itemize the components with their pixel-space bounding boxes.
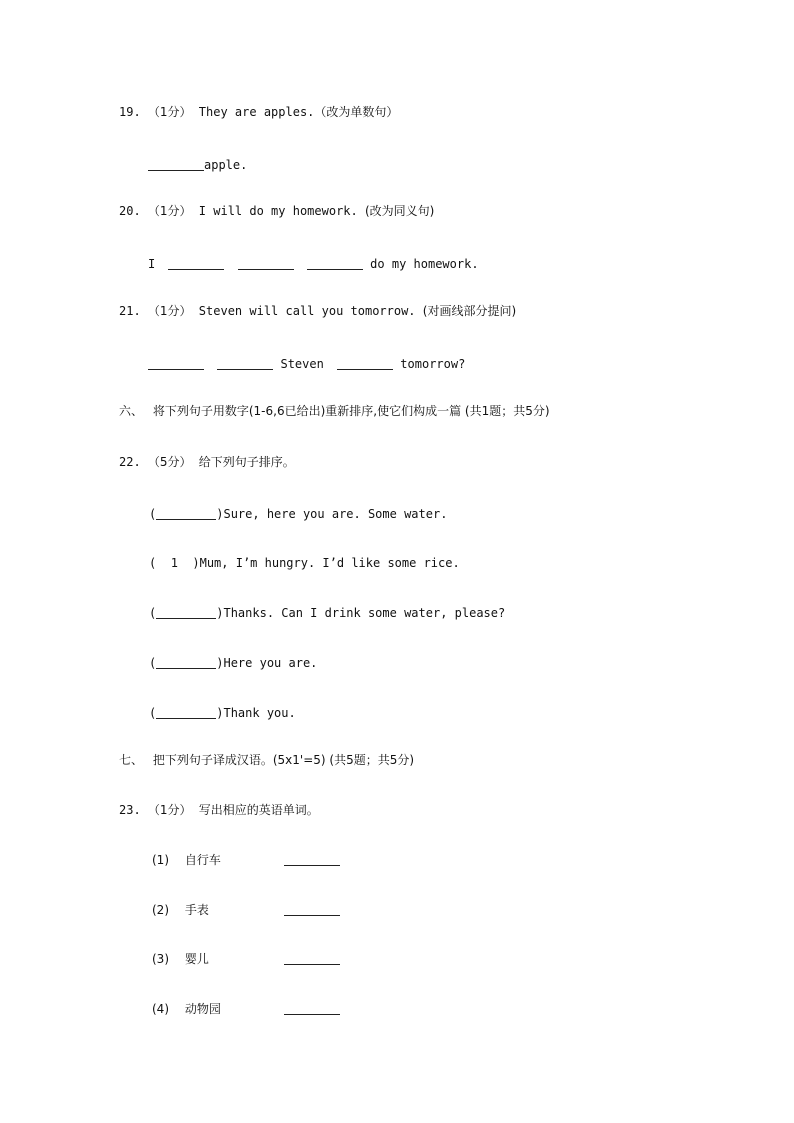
sentence-text: Mum, I’m hungry. I’d like some rice. — [199, 556, 460, 570]
paren-open: ( — [149, 656, 157, 670]
question-number: 19. — [119, 105, 141, 119]
answer-text: do my homework. — [370, 257, 479, 271]
answer-blank[interactable] — [148, 357, 204, 370]
question-number: 21. — [119, 304, 141, 318]
sentence-text: Thank you. — [223, 706, 296, 720]
question-number: 20. — [119, 204, 141, 218]
vocab-word: 自行车 — [184, 853, 221, 867]
answer-blank[interactable] — [307, 257, 363, 270]
sentence-text: Here you are. — [223, 656, 318, 670]
section-info: (共1题；共5分) — [464, 404, 550, 418]
vocab-answer-blank[interactable] — [284, 853, 340, 866]
sentence-text: Sure, here you are. Some water. — [223, 507, 448, 521]
question-23 — [119, 802, 319, 818]
ordering-item — [149, 506, 447, 522]
section-number: 六、 — [119, 404, 144, 418]
question-21 — [119, 303, 516, 319]
order-blank[interactable] — [156, 706, 216, 719]
answer-text: tomorrow? — [400, 357, 466, 371]
vocab-item — [152, 1001, 340, 1017]
vocab-word: 动物园 — [184, 1002, 221, 1016]
section-heading-6 — [119, 403, 550, 419]
question-score: （5分） — [147, 455, 192, 469]
question-22 — [119, 454, 295, 470]
vocab-number: (4) — [152, 1002, 169, 1016]
vocab-answer-blank[interactable] — [284, 952, 340, 965]
paren-open: ( — [149, 606, 157, 620]
ordering-item — [149, 655, 317, 671]
paren-open: ( — [149, 706, 157, 720]
answer-blank[interactable] — [148, 158, 204, 171]
answer-line-20 — [148, 256, 479, 272]
question-score: （1分） — [147, 803, 192, 817]
vocab-answer-blank[interactable] — [284, 1002, 340, 1015]
ordering-item — [149, 605, 505, 621]
sentence-text: Thanks. Can I drink some water, please? — [223, 606, 506, 620]
answer-text: I — [148, 257, 156, 271]
question-text: 给下列句子排序。 — [198, 455, 295, 469]
question-text: Steven will call you tomorrow. — [198, 304, 416, 318]
question-instruction: (改为同义句) — [364, 204, 435, 218]
question-text: They are apples. — [198, 105, 315, 119]
question-score: （1分） — [147, 304, 192, 318]
answer-blank[interactable] — [217, 357, 273, 370]
question-19 — [119, 104, 398, 120]
section-heading-7 — [119, 752, 414, 768]
answer-line-19 — [148, 157, 247, 173]
given-order-number: 1 — [170, 556, 178, 570]
paren-close: ) — [216, 656, 224, 670]
vocab-word: 婴儿 — [184, 952, 209, 966]
paren-close: ) — [216, 606, 224, 620]
question-instruction: （改为单数句） — [314, 105, 399, 119]
answer-text: Steven — [280, 357, 324, 371]
ordering-item — [149, 555, 460, 571]
vocab-number: (2) — [152, 903, 169, 917]
question-text: I will do my homework. — [198, 204, 358, 218]
vocab-number: (1) — [152, 853, 169, 867]
vocab-number: (3) — [152, 952, 169, 966]
question-text: 写出相应的英语单词。 — [198, 803, 319, 817]
question-number: 23. — [119, 803, 141, 817]
section-title: 将下列句子用数字(1-6,6已给出)重新排序,使它们构成一篇 — [152, 404, 462, 418]
vocab-item — [152, 951, 340, 967]
question-20 — [119, 203, 434, 219]
order-blank[interactable] — [156, 507, 216, 520]
question-score: （1分） — [147, 204, 192, 218]
vocab-word: 手表 — [184, 903, 209, 917]
order-blank[interactable] — [156, 606, 216, 619]
answer-blank[interactable] — [337, 357, 393, 370]
vocab-item — [152, 902, 340, 918]
section-title: 把下列句子译成汉语。(5x1'=5) — [152, 753, 326, 767]
section-number: 七、 — [119, 753, 144, 767]
paren-close: ) — [216, 507, 224, 521]
answer-text: apple. — [204, 158, 248, 172]
answer-line-21 — [148, 356, 465, 372]
answer-blank[interactable] — [168, 257, 224, 270]
ordering-item — [149, 705, 296, 721]
vocab-item — [152, 852, 340, 868]
paren-close: ) — [216, 706, 224, 720]
paren-close: ) — [177, 556, 200, 570]
vocab-answer-blank[interactable] — [284, 903, 340, 916]
question-instruction: (对画线部分提问) — [422, 304, 517, 318]
paren-open: ( — [149, 556, 171, 570]
section-info: (共5题；共5分) — [329, 753, 415, 767]
paren-open: ( — [149, 507, 157, 521]
order-blank[interactable] — [156, 656, 216, 669]
answer-blank[interactable] — [238, 257, 294, 270]
question-score: （1分） — [147, 105, 192, 119]
question-number: 22. — [119, 455, 141, 469]
